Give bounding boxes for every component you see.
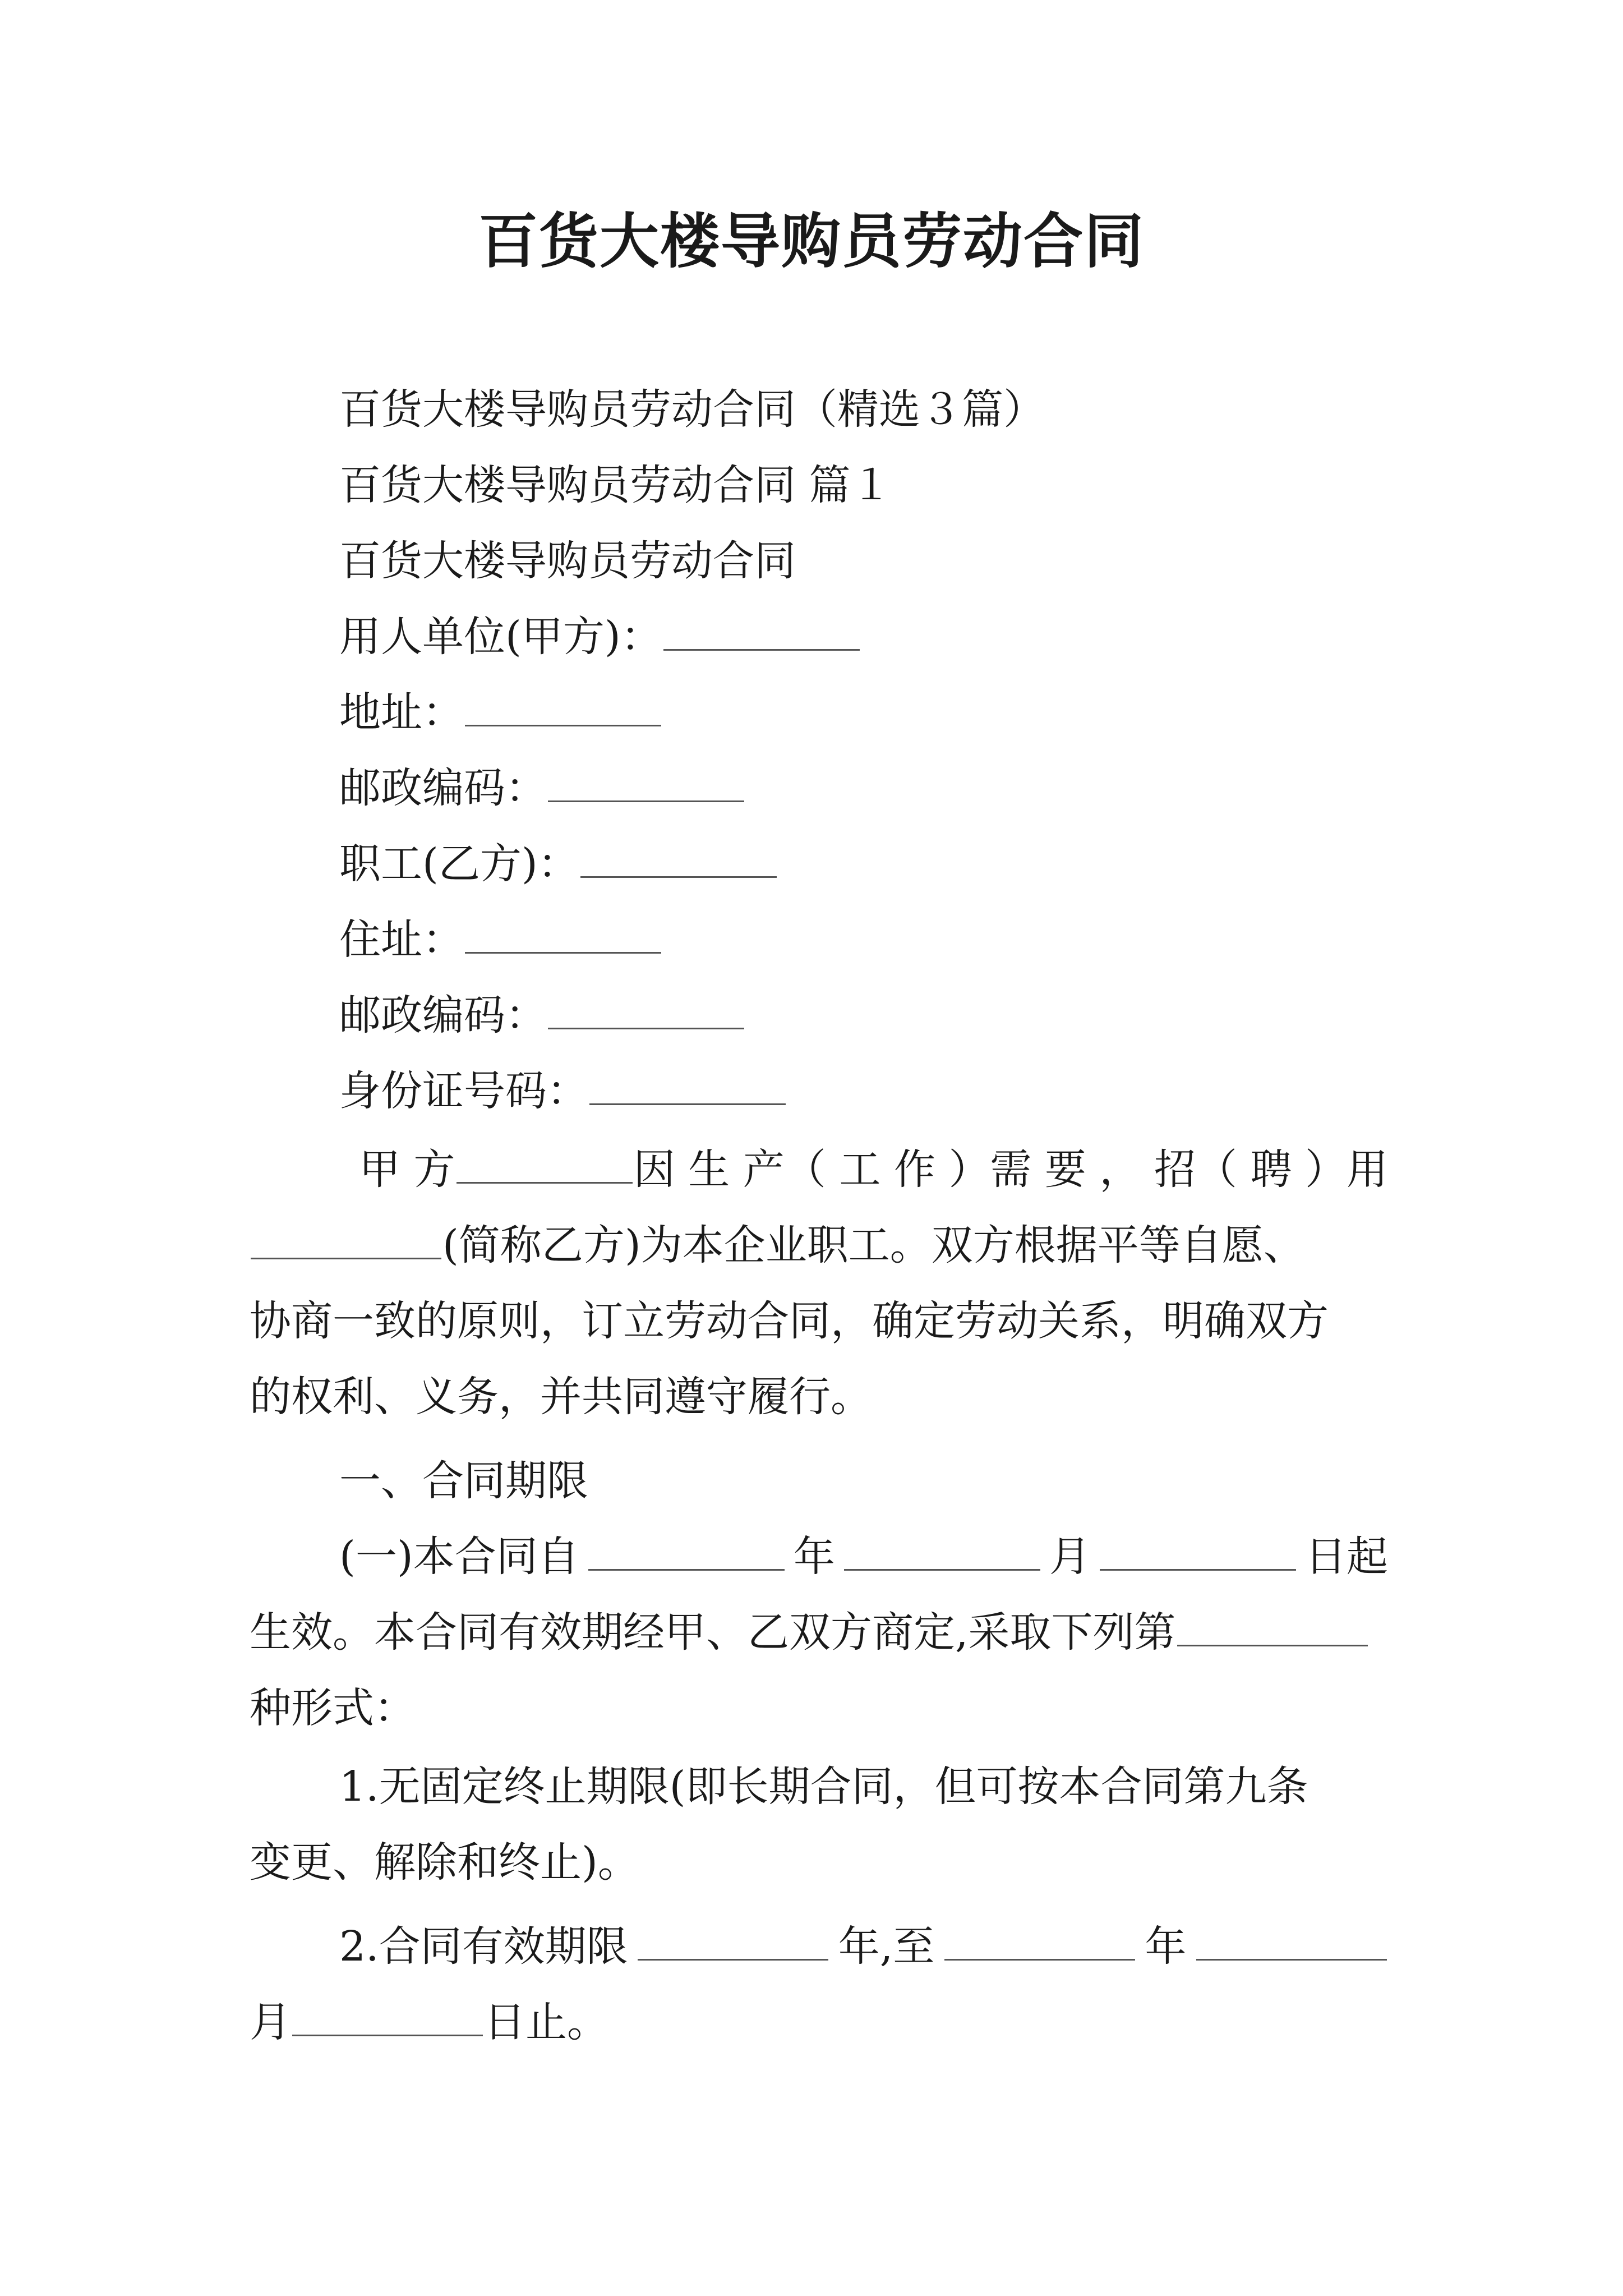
intro-hire: 因 生 产（ 工 作 ）需 要 ， 招（ 聘 ）用: [633, 1145, 1388, 1194]
intro-party-a: 甲 方: [359, 1145, 455, 1194]
postcode2-line: [339, 987, 745, 1043]
intro-line-2: [250, 1217, 1305, 1273]
month-label: 月: [1049, 1533, 1091, 1581]
clause1-line-3: 种形式：: [250, 1684, 416, 1732]
employer-label: 用人单位(甲方)：: [339, 613, 662, 661]
term-years-blank: [638, 1920, 828, 1961]
postcode1-label: 邮政编码：: [339, 764, 547, 812]
document-title: 百货大楼导购员劳动合同: [478, 206, 1145, 276]
postcode1-blank: [548, 761, 744, 802]
item2-year: 年: [1145, 1922, 1187, 1971]
year-label: 年: [793, 1533, 835, 1581]
start-month-blank: [844, 1530, 1040, 1571]
end-month-blank: [1196, 1920, 1387, 1961]
clause1-text: 生效。本合同有效期经甲、乙双方商定,采取下列第: [250, 1608, 1176, 1657]
subtitle-part1: 百货大楼导购员劳动合同 篇１: [339, 461, 892, 509]
idno-label: 身份证号码：: [339, 1067, 588, 1115]
item2-line-2: [250, 1994, 608, 2050]
employer-blank: [663, 610, 860, 651]
start-day-blank: [1100, 1530, 1296, 1571]
residence-label: 住址：: [339, 915, 464, 964]
intro-party-a-blank: [457, 1143, 633, 1184]
item1-line-1: 1.无固定终止期限(即长期合同，但可按本合同第九条: [339, 1763, 1308, 1811]
employee-blank: [580, 837, 777, 878]
employer-line: [339, 609, 861, 665]
item2-end: 日止。: [484, 1998, 608, 2046]
end-year-blank: [944, 1920, 1135, 1961]
item1-line-2: 变更、解除和终止)。: [250, 1838, 639, 1887]
idno-blank: [589, 1064, 786, 1105]
clause1-line-1: [339, 1529, 1388, 1585]
end-day-blank: [292, 1995, 483, 2036]
intro-party-b-blank: [251, 1218, 441, 1259]
start-year-blank: [588, 1530, 785, 1571]
intro-text-2: (简称乙方)为本企业职工。双方根据平等自愿、: [442, 1221, 1305, 1269]
employee-line: [339, 836, 778, 892]
residence-line: [339, 912, 662, 968]
form-choice-blank: [1177, 1605, 1368, 1646]
day-label: 日起: [1304, 1533, 1388, 1581]
clause1-start: (一)本合同自: [339, 1533, 579, 1581]
item2-line-1: [339, 1918, 1388, 1975]
postcode2-label: 邮政编码：: [339, 991, 547, 1039]
intro-line-4: 的权利、义务，并共同遵守履行。: [250, 1373, 872, 1421]
idno-line: [339, 1063, 787, 1119]
item2-month: 月: [250, 1998, 291, 2046]
subtitle-selection: 百货大楼导购员劳动合同（精选３篇）: [339, 385, 1045, 434]
address-blank: [465, 685, 661, 726]
postcode2-blank: [548, 988, 744, 1029]
employee-label: 职工(乙方)：: [339, 840, 579, 888]
contract-name: 百货大楼导购员劳动合同: [339, 537, 796, 585]
address-line: [339, 684, 662, 740]
section-heading: 一、合同期限: [339, 1457, 588, 1505]
intro-line-1: [359, 1142, 1388, 1198]
intro-line-3: 协商一致的原则，订立劳动合同，确定劳动关系，明确双方: [250, 1297, 1329, 1345]
clause1-line-2: [250, 1604, 1369, 1660]
address-label: 地址：: [339, 688, 464, 737]
postcode1-line: [339, 760, 745, 816]
item2-text: 2.合同有效期限: [339, 1922, 628, 1971]
residence-blank: [465, 913, 661, 954]
item2-until: 年,至: [838, 1922, 935, 1971]
